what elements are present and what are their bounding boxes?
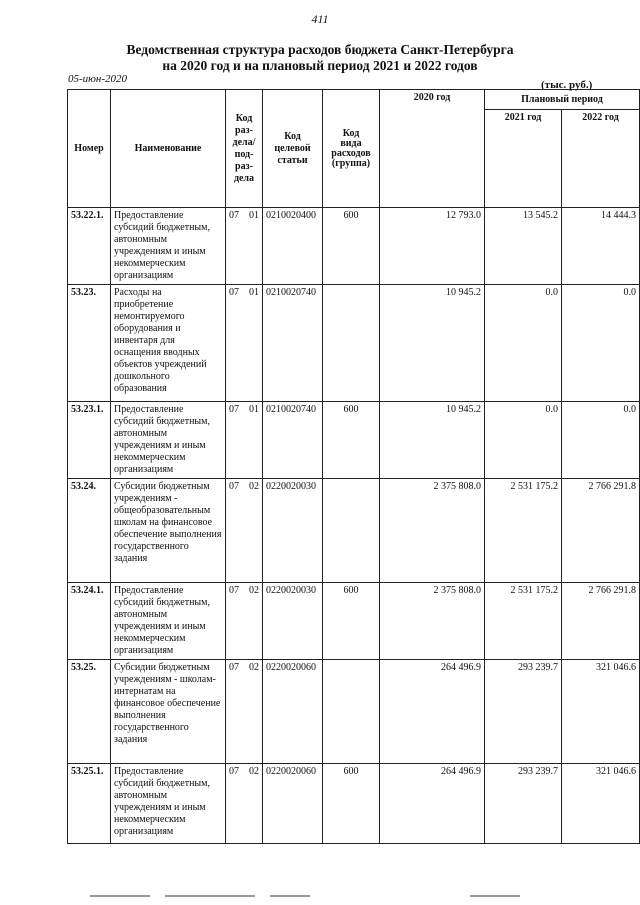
row-amount-2021: 293 239.7 [485, 660, 562, 764]
header-target-code: Код целевой статьи [263, 90, 323, 208]
row-name: Расходы на приобретение немонтируемого оборудования и инвентаря для оснащения вводных объектов учреждений дошкольного образования [111, 285, 226, 402]
header-year-2021: 2021 год [485, 110, 562, 208]
row-target-code: 0210020740 [263, 285, 323, 402]
row-expense-type: 600 [323, 402, 380, 479]
row-target-code: 0210020400 [263, 208, 323, 285]
row-amount-2021: 0.0 [485, 285, 562, 402]
table-row [68, 479, 640, 583]
table-header [68, 90, 640, 208]
row-amount-2020: 2 375 808.0 [380, 479, 485, 583]
table-row [68, 583, 640, 660]
row-number: 53.23. [68, 285, 111, 402]
row-expense-type [323, 660, 380, 764]
row-target-code: 0220020030 [263, 479, 323, 583]
header-name: Наименование [111, 90, 226, 208]
row-amount-2022: 0.0 [562, 285, 640, 402]
page-number: 411 [311, 12, 329, 26]
row-amount-2020: 264 496.9 [380, 660, 485, 764]
subsection-code: 02 [249, 766, 259, 777]
row-name: Предоставление субсидий бюджетным, автономным учреждениям и иным некоммерческим организациям [111, 208, 226, 285]
table-row [68, 402, 640, 479]
section-code: 07 [229, 766, 239, 777]
title-line-1: Ведомственная структура расходов бюджета Санкт-Петербурга [126, 42, 514, 57]
section-code: 07 [229, 585, 239, 596]
row-amount-2022: 2 766 291.8 [562, 583, 640, 660]
row-amount-2020: 10 945.2 [380, 402, 485, 479]
section-code: 07 [229, 287, 239, 298]
row-target-code: 0220020060 [263, 660, 323, 764]
row-amount-2021: 0.0 [485, 402, 562, 479]
row-number: 53.23.1. [68, 402, 111, 479]
row-section-code [226, 764, 263, 844]
row-name: Предоставление субсидий бюджетным, автономным учреждениям и иным некоммерческим организациям [111, 402, 226, 479]
row-amount-2021: 13 545.2 [485, 208, 562, 285]
table-row [68, 285, 640, 402]
subsection-code: 02 [249, 481, 259, 492]
scan-artifact-marks [70, 893, 570, 899]
document-title [0, 42, 640, 74]
section-code: 07 [229, 404, 239, 415]
subsection-code: 02 [249, 662, 259, 673]
header-plan-period: Плановый период [485, 90, 640, 110]
row-expense-type [323, 479, 380, 583]
row-amount-2021: 2 531 175.2 [485, 583, 562, 660]
row-expense-type: 600 [323, 208, 380, 285]
section-code: 07 [229, 481, 239, 492]
table-row [68, 764, 640, 844]
row-section-code [226, 660, 263, 764]
row-name: Предоставление субсидий бюджетным, автономным учреждениям и иным некоммерческим организациям [111, 583, 226, 660]
document-date: 05-июн-2020 [68, 73, 128, 85]
title-line-2: на 2020 год и на плановый период 2021 и 2022 годов [162, 58, 478, 73]
header-section-code: Код раз- дела/ под- раз- дела [226, 90, 263, 208]
row-number: 53.24. [68, 479, 111, 583]
row-amount-2021: 293 239.7 [485, 764, 562, 844]
row-expense-type [323, 285, 380, 402]
subsection-code: 01 [249, 404, 259, 415]
header-expense-type-code: Код вида расходов (группа) [323, 90, 380, 208]
row-amount-2020: 12 793.0 [380, 208, 485, 285]
row-amount-2022: 321 046.6 [562, 764, 640, 844]
row-amount-2022: 14 444.3 [562, 208, 640, 285]
row-target-code: 0220020060 [263, 764, 323, 844]
subsection-code: 01 [249, 210, 259, 221]
table-row [68, 208, 640, 285]
section-code: 07 [229, 662, 239, 673]
row-expense-type: 600 [323, 764, 380, 844]
row-amount-2020: 2 375 808.0 [380, 583, 485, 660]
row-amount-2020: 10 945.2 [380, 285, 485, 402]
row-section-code [226, 583, 263, 660]
header-number: Номер [68, 90, 111, 208]
subsection-code: 02 [249, 585, 259, 596]
row-section-code [226, 285, 263, 402]
row-number: 53.25.1. [68, 764, 111, 844]
budget-table [67, 89, 640, 844]
row-section-code [226, 479, 263, 583]
row-target-code: 0220020030 [263, 583, 323, 660]
row-number: 53.22.1. [68, 208, 111, 285]
row-section-code [226, 208, 263, 285]
section-code: 07 [229, 210, 239, 221]
row-expense-type: 600 [323, 583, 380, 660]
row-number: 53.25. [68, 660, 111, 764]
row-number: 53.24.1. [68, 583, 111, 660]
subsection-code: 01 [249, 287, 259, 298]
row-amount-2022: 0.0 [562, 402, 640, 479]
row-target-code: 0210020740 [263, 402, 323, 479]
row-name: Субсидии бюджетным учреждениям - школам-интернатам на финансовое обеспечение выполнения государственного задания [111, 660, 226, 764]
row-amount-2021: 2 531 175.2 [485, 479, 562, 583]
table-row [68, 660, 640, 764]
row-amount-2020: 264 496.9 [380, 764, 485, 844]
units-label: (тыс. руб.) [541, 79, 593, 91]
row-section-code [226, 402, 263, 479]
row-name: Предоставление субсидий бюджетным, автономным учреждениям и иным некоммерческим организациям [111, 764, 226, 844]
row-amount-2022: 2 766 291.8 [562, 479, 640, 583]
row-name: Субсидии бюджетным учреждениям - общеобразовательным школам на финансовое обеспечение выполнения государственного задания [111, 479, 226, 583]
header-year-2020: 2020 год [380, 90, 485, 208]
header-year-2022: 2022 год [562, 110, 640, 208]
row-amount-2022: 321 046.6 [562, 660, 640, 764]
